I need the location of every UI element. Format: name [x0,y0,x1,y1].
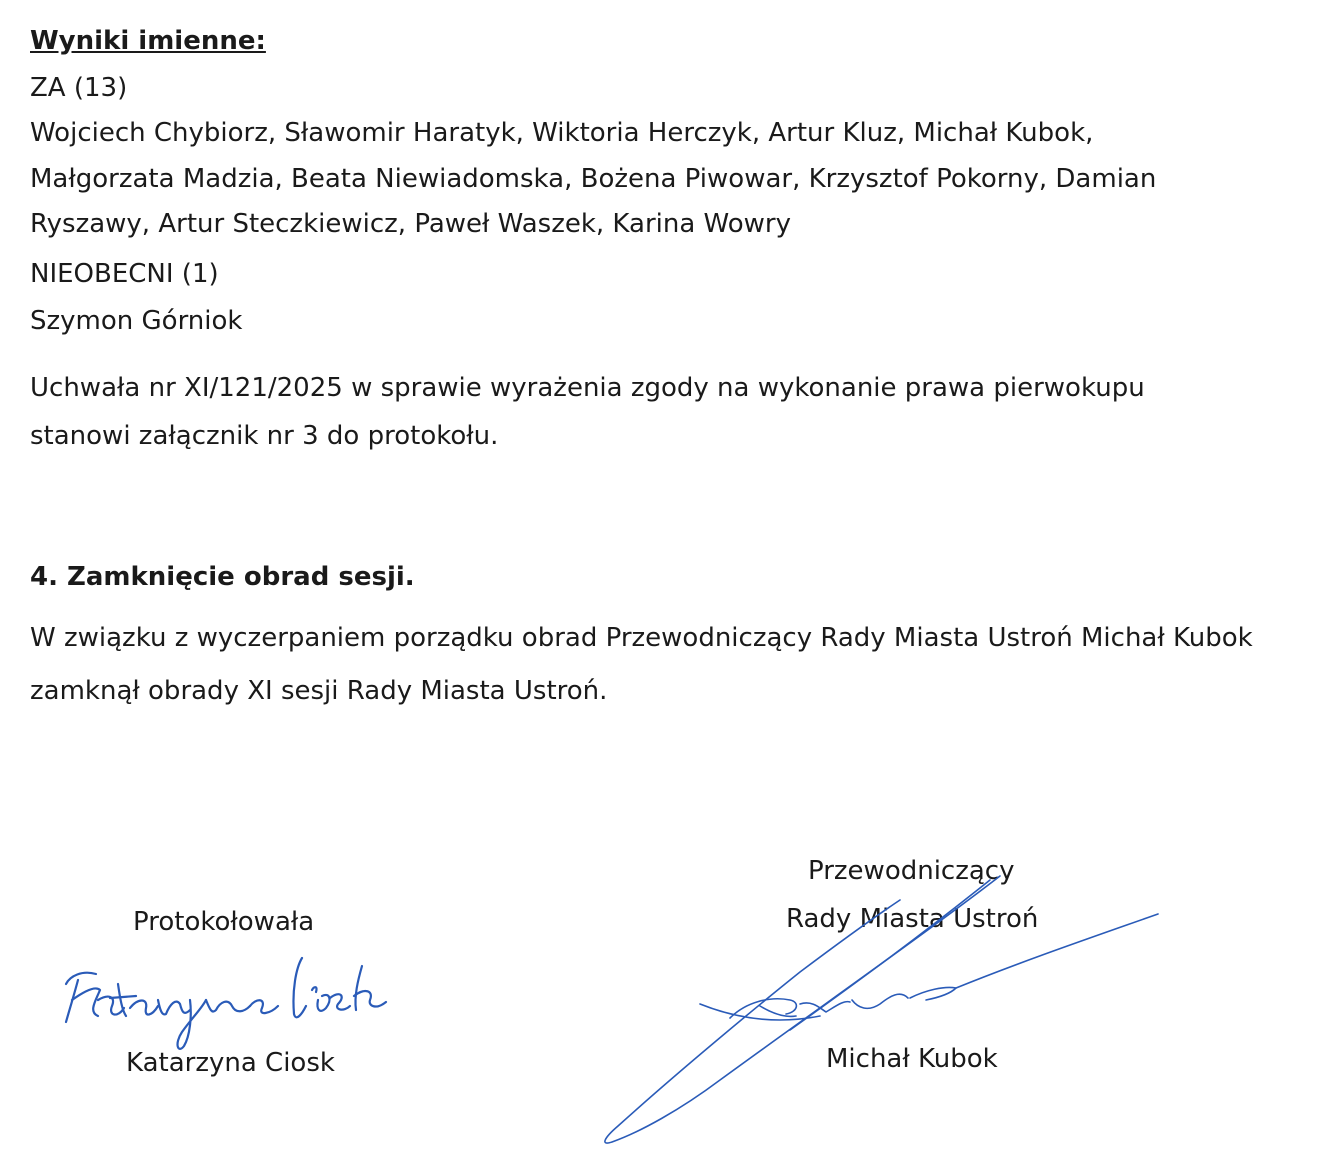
chair-role-line: Przewodniczący [808,856,1015,886]
results-heading: Wyniki imienne: [30,26,266,56]
for-names-line: Ryszawy, Artur Steczkiewicz, Paweł Waszek, Karina Wowry [30,209,791,239]
chair-signature [605,876,1158,1143]
for-names-line: Małgorzata Madzia, Beata Niewiadomska, Bożena Piwowar, Krzysztof Pokorny, Damian [30,164,1157,194]
for-names-line: Wojciech Chybiorz, Sławomir Haratyk, Wiktoria Herczyk, Artur Kluz, Michał Kubok, [30,118,1094,148]
for-label: ZA (13) [30,73,128,103]
chair-role-line: Rady Miasta Ustroń [786,904,1039,934]
section-heading: 4. Zamknięcie obrad sesji. [30,562,415,592]
absent-label: NIEOBECNI (1) [30,259,219,289]
recorder-signature [66,958,386,1049]
closing-paragraph-line: zamknął obrady XI sesji Rady Miasta Ustroń. [30,676,608,706]
chair-name: Michał Kubok [826,1044,998,1074]
closing-paragraph-line: W związku z wyczerpaniem porządku obrad Przewodniczący Rady Miasta Ustroń Michał Kubok [30,623,1253,653]
recorder-role: Protokołowała [133,907,315,937]
absent-names: Szymon Górniok [30,306,243,336]
resolution-line: Uchwała nr XI/121/2025 w sprawie wyrażenia zgody na wykonanie prawa pierwokupu [30,373,1145,403]
resolution-line: stanowi załącznik nr 3 do protokołu. [30,421,499,451]
recorder-name: Katarzyna Ciosk [126,1048,335,1078]
